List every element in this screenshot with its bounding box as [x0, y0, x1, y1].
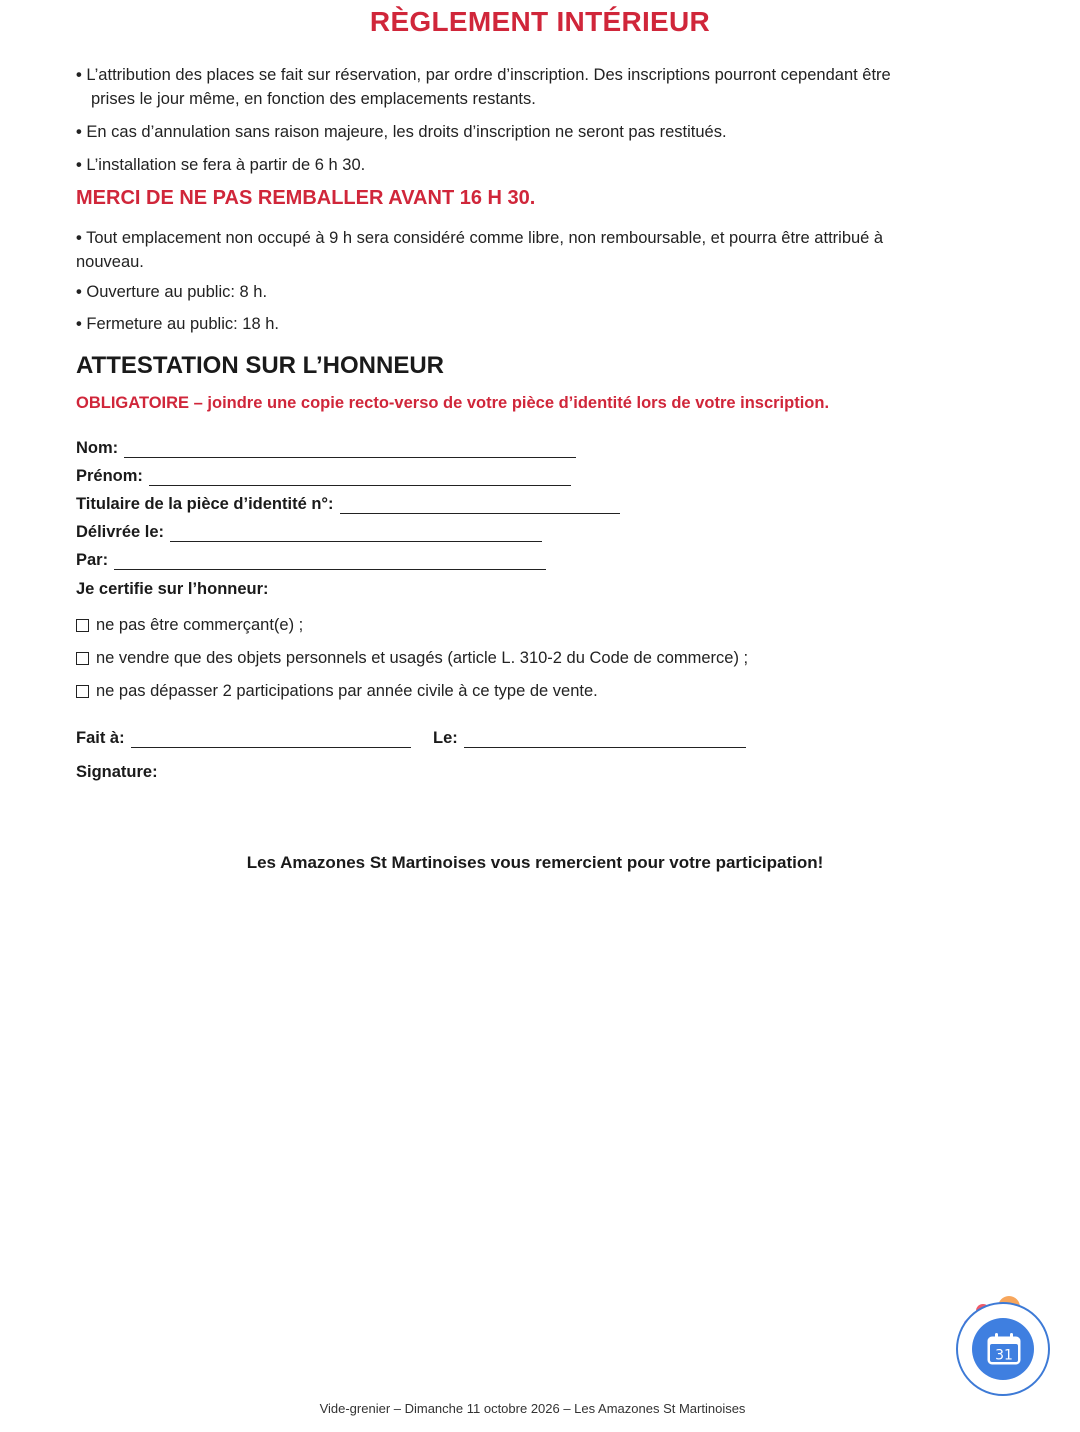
rule-text: L’attribution des places se fait sur réservation, par ordre d’inscription. Des inscriptions pourront cependant être [86, 66, 891, 84]
rule-text-continued: nouveau. [76, 253, 144, 271]
checkbox-label: ne pas dépasser 2 participations par année civile à ce type de vente. [96, 682, 598, 700]
id-number-label: Titulaire de la pièce d’identité n°: [76, 495, 334, 513]
calendar-floating-button[interactable] [950, 1292, 1060, 1402]
id-number-field [76, 490, 620, 514]
nom-label: Nom: [76, 439, 119, 457]
nom-blank-line[interactable] [124, 439, 576, 458]
id-number-blank-line[interactable] [340, 495, 620, 514]
prenom-field [76, 462, 571, 486]
rule-item [76, 63, 986, 111]
rule-item [76, 312, 986, 336]
rule-text: Ouverture au public: 8 h. [86, 283, 268, 301]
signature-label: Signature: [76, 763, 158, 781]
issued-by-field [76, 546, 546, 570]
prenom-blank-line[interactable] [149, 467, 571, 486]
certify-heading: Je certifie sur l’honneur: [76, 580, 269, 598]
rule-item [76, 226, 986, 274]
packing-warning: MERCI DE NE PAS REMBALLER AVANT 16 H 30. [76, 187, 536, 209]
bullet-glyph: • [76, 123, 82, 141]
checkbox[interactable] [76, 619, 89, 632]
date-blank-line[interactable] [464, 729, 746, 748]
nom-field [76, 434, 576, 458]
bullet-glyph: • [76, 66, 82, 84]
place-blank-line[interactable] [131, 729, 411, 748]
certify-checkbox-item[interactable] [76, 649, 748, 668]
prenom-label: Prénom: [76, 467, 143, 485]
rule-text: L’installation se fera à partir de 6 h 30. [86, 156, 366, 174]
rule-text: Fermeture au public: 18 h. [86, 315, 279, 333]
place-label: Fait à: [76, 729, 125, 747]
issued-by-blank-line[interactable] [114, 551, 546, 570]
issued-date-label: Délivrée le: [76, 523, 165, 541]
bullet-glyph: • [76, 283, 82, 301]
rule-text: En cas d’annulation sans raison majeure, les droits d’inscription ne seront pas restitués. [86, 123, 727, 141]
checkbox[interactable] [76, 685, 89, 698]
issued-date-field [76, 518, 542, 542]
issued-by-label: Par: [76, 551, 109, 569]
attestation-title: ATTESTATION SUR L’HONNEUR [76, 352, 444, 379]
rule-item [76, 153, 986, 177]
bullet-glyph: • [76, 156, 82, 174]
rule-item [76, 280, 986, 304]
issued-date-blank-line[interactable] [170, 523, 542, 542]
place-field [76, 724, 411, 748]
date-field [433, 724, 746, 748]
rule-item [76, 120, 986, 144]
bullet-glyph: • [76, 315, 82, 333]
rule-text: Tout emplacement non occupé à 9 h sera considéré comme libre, non remboursable, et pourra être attribué à [86, 229, 884, 247]
certify-checkbox-item[interactable] [76, 682, 598, 701]
mandatory-note: OBLIGATOIRE – joindre une copie recto-verso de votre pièce d’identité lors de votre inscription. [76, 394, 830, 412]
date-label: Le: [433, 729, 458, 747]
thanks-message: Les Amazones St Martinoises vous remercient pour votre participation! [246, 853, 824, 872]
checkbox-label: ne vendre que des objets personnels et usagés (article L. 310-2 du Code de commerce) ; [96, 649, 749, 667]
page-footer: Vide-grenier – Dimanche 11 octobre 2026 – Les Amazones St Martinoises [319, 1401, 746, 1416]
calendar-day: 31 [995, 1347, 1013, 1364]
checkbox-label: ne pas être commerçant(e) ; [96, 616, 304, 634]
checkbox[interactable] [76, 652, 89, 665]
certify-checkbox-item[interactable] [76, 616, 303, 635]
rule-text-continued: prises le jour même, en fonction des emplacements restants. [91, 90, 536, 108]
page-title: RÈGLEMENT INTÉRIEUR [369, 6, 711, 37]
calendar-icon [986, 1332, 1022, 1366]
bullet-glyph: • [76, 229, 82, 247]
